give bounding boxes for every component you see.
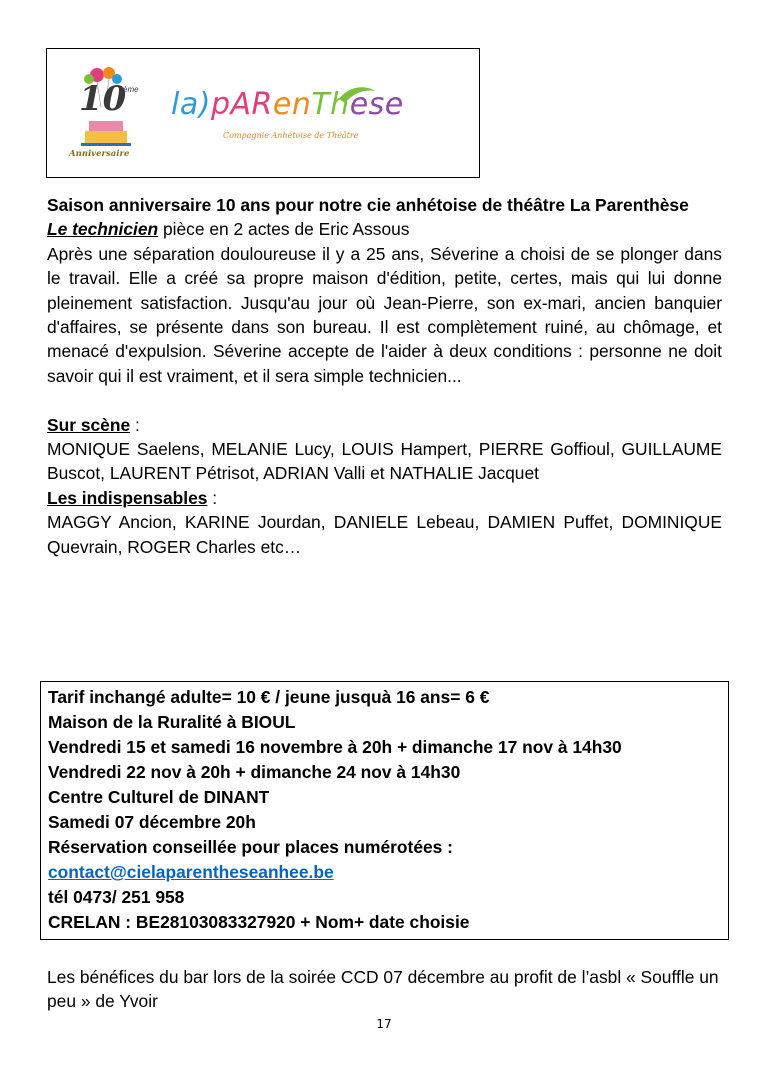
season-heading: Saison anniversaire 10 ans pour notre cie anhétoise de théâtre La Parenthèse (47, 195, 689, 215)
cast-names: MONIQUE Saelens, MELANIE Lucy, LOUIS Hampert, PIERRE Goffioul, GUILLAUME Buscot, LAURENT Pétrisot, ADRIAN Valli et NATHALIE Jacquet (47, 439, 722, 484)
brand-part-5: ese (349, 87, 404, 122)
brand-subtitle: Compagnie Anhétoise de Théâtre (223, 131, 359, 140)
dates-dinant: Samedi 07 décembre 20h (48, 812, 256, 832)
anniversary-label: Anniversaire (69, 149, 130, 159)
cast-heading-suffix: : (130, 414, 140, 435)
phone-line: tél 0473/ 251 958 (48, 887, 185, 907)
anniversary-suffix: ème (123, 85, 139, 94)
synopsis: Après une séparation douloureuse il y a 25 ans, Séverine a choisi de se plonger dans le travail. Elle a créé sa propre maison d'édition, petite, certes, mais qui lui donne pleinement satisfaction. Jusqu'au jour où Jean-Pierre, son ex-mari, ancien banquier d'affaires, se présente dans son bureau. Il est complètement ruiné, au chômage, et menacé d'expulsion. Séverine accepte de l'aider à deux conditions : personne ne doit savoir qui il est vraiment, et il sera simple technicien... (47, 243, 722, 386)
page-number: 17 (376, 1017, 392, 1031)
info-box (40, 681, 729, 940)
brand-part-2: pAR (210, 87, 273, 122)
reservation-line: Réservation conseillée pour places numérotées : (48, 837, 453, 857)
brand-part-4: Th (311, 87, 350, 122)
crew-heading-suffix: : (207, 487, 218, 508)
header-logo-box (46, 48, 480, 178)
brand-logo (171, 81, 404, 153)
cast-heading: Sur scène (47, 414, 131, 435)
venue-bioul: Maison de la Ruralité à BIOUL (48, 712, 296, 732)
crew-heading-line (47, 486, 722, 510)
email-link[interactable]: contact@cielaparentheseanhee.be (48, 862, 334, 882)
crew-names: MAGGY Ancion, KARINE Jourdan, DANIELE Lebeau, DAMIEN Puffet, DOMINIQUE Quevrain, ROGER Charles etc… (47, 512, 722, 557)
dates-bioul-2: Vendredi 22 nov à 20h + dimanche 24 nov à 14h30 (48, 762, 461, 782)
play-title: Le technicien (47, 219, 159, 240)
bank-line: CRELAN : BE28103083327920 + Nom+ date choisie (48, 912, 470, 932)
brand-part-3: en (272, 87, 312, 122)
play-subtitle: pièce en 2 actes de Eric Assous (158, 219, 410, 240)
brand-part-1: la) (171, 87, 211, 122)
anniversary-number: 10 (79, 79, 127, 119)
cast-heading-line (47, 413, 722, 437)
footer-note: Les bénéfices du bar lors de la soirée CCD 07 décembre au profit de l’asbl « Souffle un peu » de Yvoir (47, 967, 719, 1012)
crew-heading: Les indispensables (47, 487, 208, 508)
main-content (47, 193, 722, 559)
anniversary-logo (67, 65, 145, 161)
price-line: Tarif inchangé adulte= 10 € / jeune jusquà 16 ans= 6 € (48, 687, 490, 707)
venue-dinant: Centre Culturel de DINANT (48, 787, 270, 807)
dates-bioul-1: Vendredi 15 et samedi 16 novembre à 20h + dimanche 17 nov à 14h30 (48, 737, 622, 757)
play-line (47, 217, 722, 241)
brand-name (171, 87, 404, 122)
